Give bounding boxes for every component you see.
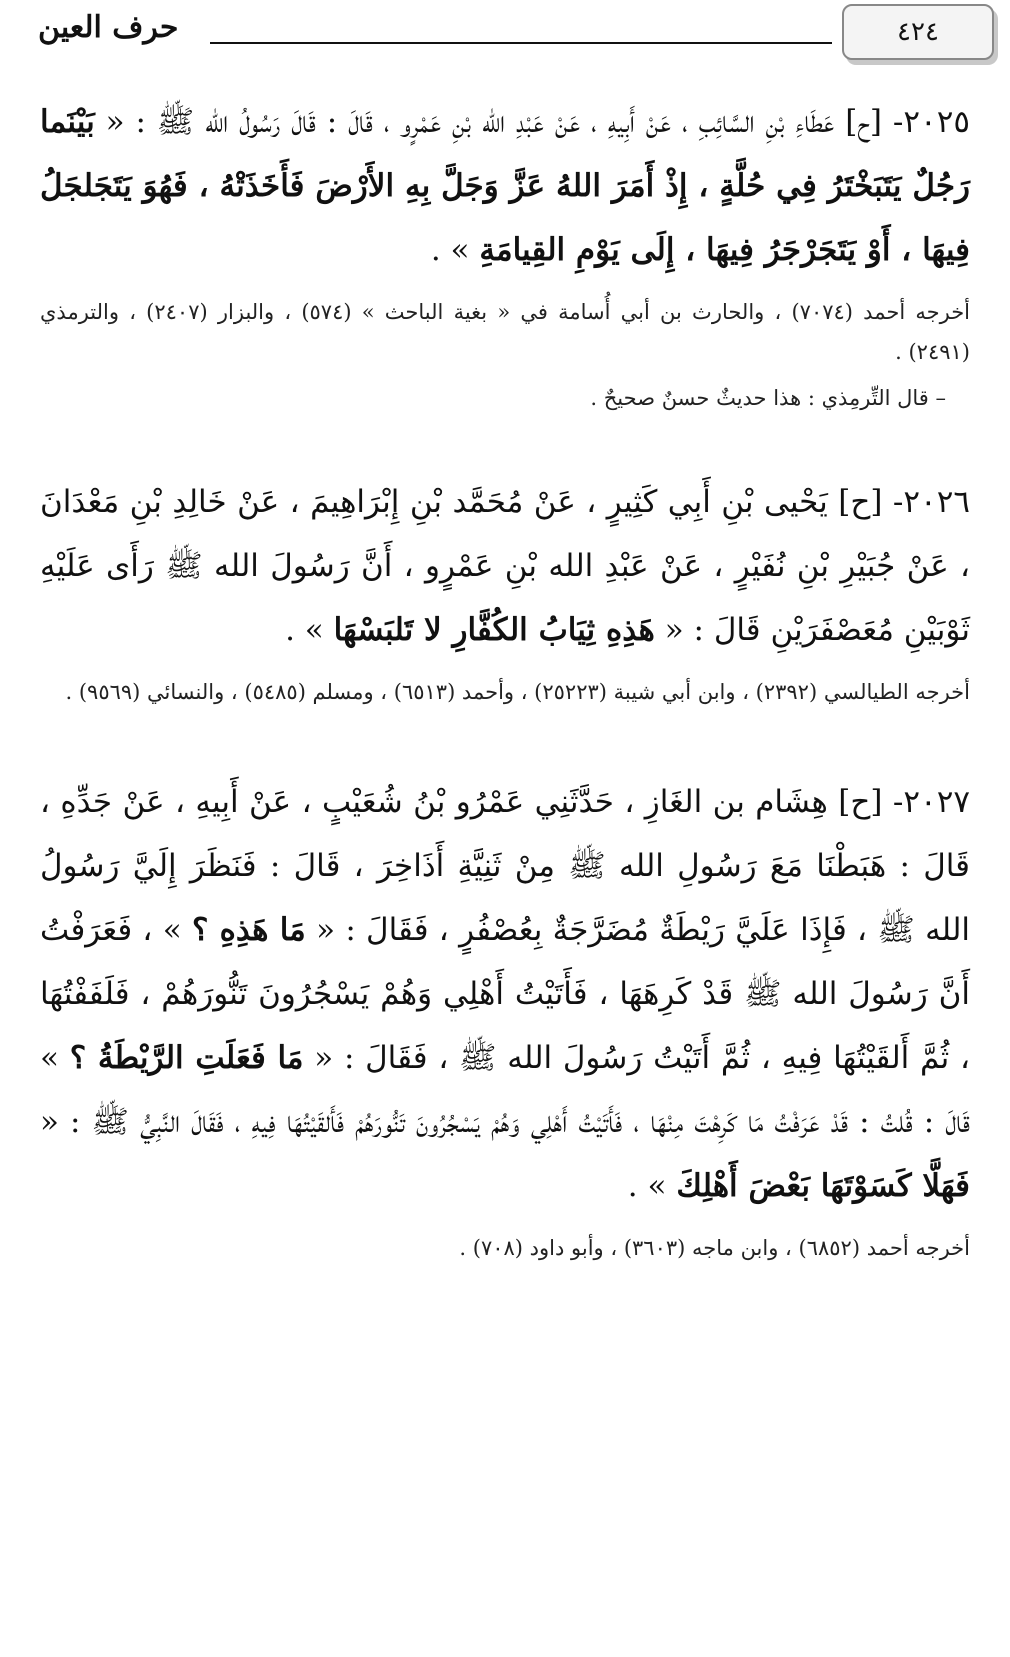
hadith-entry (40, 470, 970, 712)
hadith-text (40, 770, 970, 1218)
hadith-matn: مَا فَعَلَتِ الرَّيْطَةُ ؟ (69, 1040, 304, 1076)
hadith-number: ٢٠٢٦- (892, 484, 970, 520)
hadith-entry (40, 770, 970, 1268)
hadith-isnad: [ح] عَطَاءِ بْنِ السَّائِبِ ، عَنْ أَبِيهِ ، عَنْ عَبْدِ الله بْنِ عَمْرٍو ، قَالَ : قَالَ رَسُولُ الله ﷺ : « (105, 104, 883, 140)
hadith-entry (40, 90, 970, 418)
hadith-number: ٢٠٢٥- (892, 104, 971, 140)
hadith-closing: » . (430, 232, 470, 268)
hadith-matn: فَهَلَّا كَسَوْتَهَا بَعْضَ أَهْلِكَ (676, 1168, 970, 1204)
hadith-grading-note: – قال التِّرمِذي : هذا حديثٌ حسنٌ صحيحٌ . (590, 386, 946, 410)
page-number-badge (842, 4, 994, 60)
hadith-text (40, 90, 970, 282)
hadith-text (40, 470, 970, 662)
page-number: ٤٢٤ (897, 17, 939, 47)
hadith-closing: » . (285, 612, 324, 648)
hadith-matn: مَا هَذِهِ ؟ (191, 912, 306, 948)
hadith-narration: » ، فَعَرَفْتُ أَنَّ رَسُولَ الله ﷺ قَدْ كَرِهَهَا ، فَأَتَيْتُ أَهْلِي وَهُمْ يَسْجُرُونَ تَنُّورَهُمْ ، فَلَفَفْتُهَا ، ثُمَّ أَلقَيْتُهَا فِيهِ ، ثُمَّ أَتَيْتُ رَسُولَ الله ﷺ ، فَقَالَ : « (40, 912, 971, 1076)
entry-spacer (40, 712, 970, 770)
hadith-takhrij: أخرجه الطيالسي (٢٣٩٢) ، وابن أبي شيبة (٢٥٢٢٣) ، وأحمد (٦٥١٣) ، ومسلم (٥٤٨٥) ، والنسائي (٩٥٦٩) . (65, 680, 970, 704)
hadith-isnad: [ح] هِشَام بن الغَازِ ، حَدَّثَنِي عَمْرُو بْنُ شُعَيْبٍ ، عَنْ أَبِيهِ ، عَنْ جَدِّهِ ، قَالَ : هَبَطْنَا مَعَ رَسُولِ الله ﷺ مِنْ ثَنِيَّةِ أَذَاخِرَ ، قَالَ : فَنَظَرَ إِلَيَّ رَسُولُ الله ﷺ ، فَإِذَا عَلَيَّ رَيْطَةٌ مُضَرَّجَةٌ بِعُصْفُرٍ ، فَقَالَ : « (40, 784, 971, 948)
chapter-title: حرف العين (38, 10, 179, 45)
entry-spacer (40, 418, 970, 470)
hadith-narration: » قَالَ : قُلتُ : قَدْ عَرَفْتُ مَا كَرِهْتَ مِنْهَا ، فَأَتَيْتُ أَهْلِي وَهُمْ يَسْجُرُونَ تَنُّورَهُمْ فَأَلقَيْتُهَا فِيهِ ، فَقَالَ النَّبِيُّ ﷺ : « (40, 1040, 970, 1140)
hadith-isnad: [ح] يَحْيى بْنِ أَبِي كَثِيرٍ ، عَنْ مُحَمَّد بْنِ إِبْرَاهِيمَ ، عَنْ خَالِدِ بْنِ مَعْدَانَ ، عَنْ جُبَيْرِ بْنِ نُفَيْرٍ ، عَنْ عَبْدِ الله بْنِ عَمْرٍو ، أَنَّ رَسُولَ الله ﷺ رَأَى عَلَيْهِ ثَوْبَيْنِ مُعَصْفَرَيْنِ قَالَ : « (40, 484, 970, 648)
hadith-takhrij: أخرجه أحمد (٦٨٥٢) ، وابن ماجه (٣٦٠٣) ، وأبو داود (٧٠٨) . (459, 1236, 970, 1260)
page-header (30, 0, 970, 70)
header-rule (210, 42, 832, 44)
hadith-matn: هَذِهِ ثِيَابُ الكُفَّارِ لا تَلبَسْهَا (333, 612, 655, 648)
hadith-number: ٢٠٢٧- (892, 784, 971, 820)
hadith-matn: بَيْنَما رَجُلٌ يَتَبَخْتَرُ فِي حُلَّةٍ ، إِذْ أَمَرَ اللهُ عَزَّ وَجَلَّ بِهِ الأَرْضَ فَأَخَذَتْهُ ، فَهُوَ يَتَجَلجَلُ فِيهَا ، أَوْ يَتَجَرْجَرُ فِيهَا ، إِلَى يَوْمِ القِيامَةِ (40, 104, 970, 268)
page-content (40, 90, 970, 1268)
hadith-closing: » . (627, 1168, 667, 1204)
hadith-takhrij: أخرجه أحمد (٧٠٧٤) ، والحارث بن أبي أُسامة في « بغية الباحث » (٥٧٤) ، والبزار (٢٤٠٧) ، والترمذي (٢٤٩١) . (40, 300, 971, 364)
